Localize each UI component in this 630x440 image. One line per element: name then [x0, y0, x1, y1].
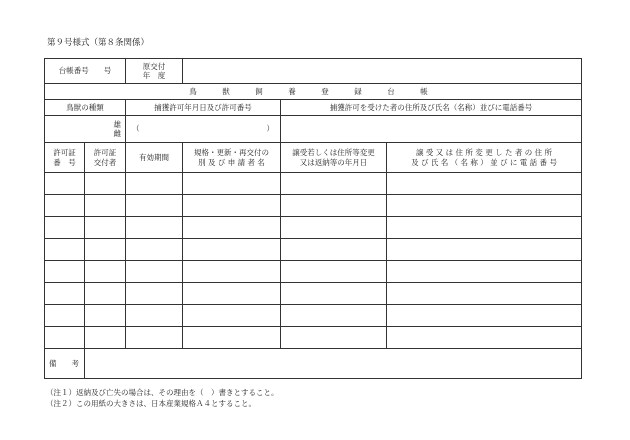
validity-header: 有効期間	[126, 143, 183, 173]
table-cell[interactable]	[45, 327, 85, 349]
table-cell[interactable]	[387, 327, 582, 349]
table-cell[interactable]	[281, 283, 387, 305]
form-title: 第９号様式（第８条関係）	[47, 38, 150, 48]
table-cell[interactable]	[183, 239, 281, 261]
registration-ledger-table	[44, 58, 582, 379]
table-row	[45, 261, 582, 283]
table-cell[interactable]	[85, 261, 126, 283]
table-cell[interactable]	[387, 283, 582, 305]
table-row	[45, 283, 582, 305]
applicant-header-line1: 規格・更新・再交付の	[194, 148, 269, 158]
table-row	[45, 305, 582, 327]
transfer-date-header-line1: 譲受若しくは住所等変更	[292, 148, 375, 158]
table-cell[interactable]	[85, 305, 126, 327]
table-cell[interactable]	[387, 239, 582, 261]
sex-row	[45, 116, 582, 143]
table-cell[interactable]	[126, 239, 183, 261]
remarks-field[interactable]	[85, 349, 582, 379]
issuer-header-line1: 許可証	[93, 148, 117, 158]
table-cell[interactable]	[183, 195, 281, 217]
transferee-header	[387, 143, 582, 173]
table-cell[interactable]	[45, 239, 85, 261]
table-cell[interactable]	[183, 305, 281, 327]
header-row-2	[45, 143, 582, 173]
table-cell[interactable]	[183, 217, 281, 239]
applicant-header	[183, 143, 281, 173]
transferee-header-line1: 譲 受 又 は 住 所 変 更 し た 者 の 住 所	[416, 148, 552, 158]
table-cell[interactable]	[387, 305, 582, 327]
permit-number-header	[45, 143, 85, 173]
note-2: （注２）この用紙の大きさは、日本産業規格Ａ４とすること。	[46, 399, 256, 408]
header-row-1	[45, 100, 582, 116]
table-cell[interactable]	[183, 173, 281, 195]
table-row	[45, 239, 582, 261]
register-title-row	[45, 84, 582, 100]
table-cell[interactable]	[126, 327, 183, 349]
table-cell[interactable]	[126, 173, 183, 195]
table-row	[45, 327, 582, 349]
table-cell[interactable]	[387, 173, 582, 195]
table-cell[interactable]	[85, 173, 126, 195]
issue-year-field[interactable]	[183, 59, 582, 84]
table-cell[interactable]	[45, 195, 85, 217]
issuer-header	[85, 143, 126, 173]
remarks-row	[45, 349, 582, 379]
table-cell[interactable]	[85, 283, 126, 305]
table-cell[interactable]	[281, 195, 387, 217]
register-title: 鳥 獣 飼 養 登 録 台 帳	[45, 84, 582, 100]
table-cell[interactable]	[281, 173, 387, 195]
issue-year-label	[126, 59, 183, 84]
ledger-number-label: 台帳番号 号	[45, 59, 126, 84]
table-cell[interactable]	[45, 261, 85, 283]
species-header: 鳥獣の種類	[45, 100, 126, 116]
table-cell[interactable]	[281, 261, 387, 283]
issue-year-label-line1: 原交付	[142, 61, 166, 71]
transfer-date-header-line2: 又は返納等の年月日	[299, 157, 368, 167]
paren-close: ）	[266, 124, 274, 134]
issue-year-label-line2: 年 度	[142, 71, 166, 80]
table-row	[45, 173, 582, 195]
table-cell[interactable]	[126, 217, 183, 239]
permittee-header: 捕獲許可を受けた者の住所及び氏名（名称）並びに電話番号	[281, 100, 582, 116]
table-cell[interactable]	[126, 305, 183, 327]
table-cell[interactable]	[387, 261, 582, 283]
ledger-number-row	[45, 59, 582, 84]
table-cell[interactable]	[45, 283, 85, 305]
table-cell[interactable]	[126, 195, 183, 217]
capture-permit-field[interactable]	[126, 116, 281, 143]
transfer-date-header	[281, 143, 387, 173]
table-cell[interactable]	[183, 327, 281, 349]
table-cell[interactable]	[281, 239, 387, 261]
transferee-header-line2: 及 び 氏 名 （ 名 称 ） 並 び に 電 話 番 号	[411, 157, 557, 167]
table-cell[interactable]	[85, 327, 126, 349]
note-1: （注１）返納及び亡失の場合は、その理由を（ ）書きとすること。	[46, 388, 279, 397]
table-cell[interactable]	[183, 261, 281, 283]
table-cell[interactable]	[387, 195, 582, 217]
table-cell[interactable]	[45, 173, 85, 195]
permit-number-header-line2: 番 号	[53, 157, 76, 167]
issuer-header-line2: 交付者	[93, 157, 117, 167]
remarks-label: 備 考	[45, 349, 85, 379]
table-cell[interactable]	[281, 217, 387, 239]
table-row	[45, 217, 582, 239]
capture-permit-header: 捕獲許可年月日及び許可番号	[126, 100, 281, 116]
sex-male: 雄	[113, 119, 121, 129]
table-cell[interactable]	[85, 217, 126, 239]
table-cell[interactable]	[45, 217, 85, 239]
applicant-header-line2: 別 及 び 申 請 者 名	[198, 157, 265, 167]
table-cell[interactable]	[126, 261, 183, 283]
table-cell[interactable]	[183, 283, 281, 305]
table-cell[interactable]	[126, 283, 183, 305]
table-cell[interactable]	[85, 239, 126, 261]
notes	[46, 387, 279, 409]
table-row	[45, 195, 582, 217]
sex-cell	[45, 116, 126, 143]
permit-number-header-line1: 許可証	[53, 148, 76, 158]
sex-female: 雌	[113, 129, 121, 138]
paren-open: （	[132, 124, 140, 134]
table-cell[interactable]	[281, 305, 387, 327]
table-cell[interactable]	[387, 217, 582, 239]
table-cell[interactable]	[85, 195, 126, 217]
table-cell[interactable]	[281, 327, 387, 349]
permittee-field[interactable]	[281, 116, 582, 143]
table-cell[interactable]	[45, 305, 85, 327]
